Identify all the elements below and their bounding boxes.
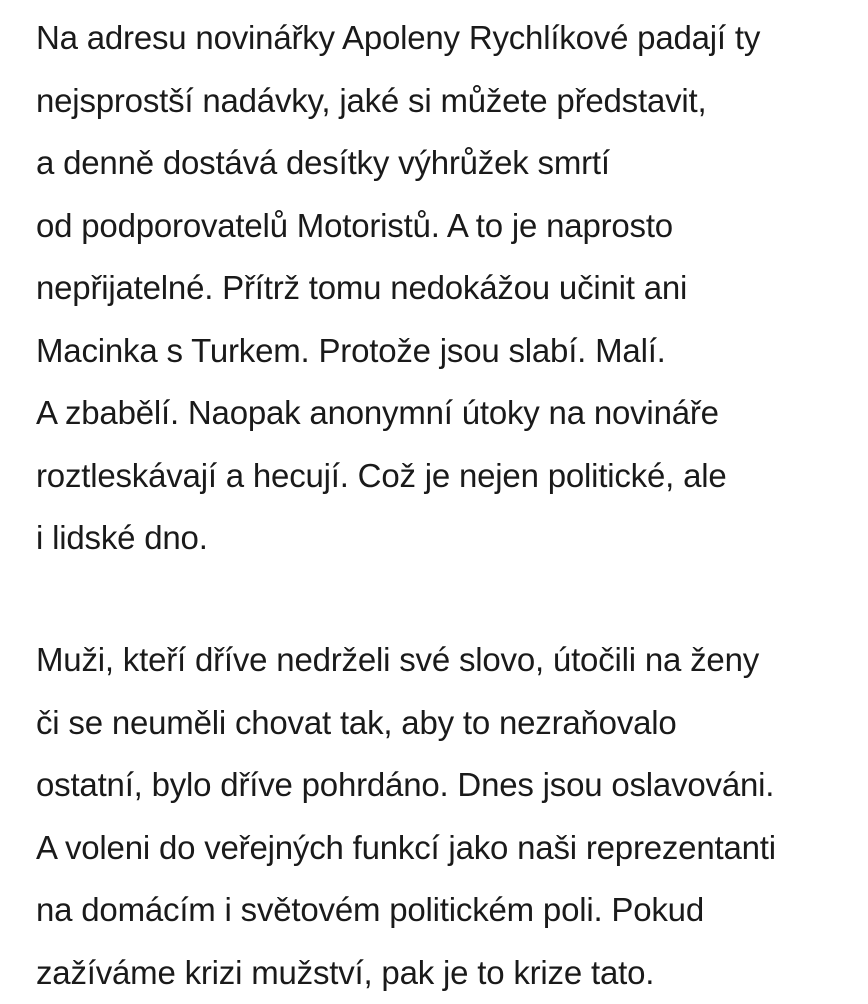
paragraph-1 <box>36 7 760 570</box>
text-line: od podporovatelů Motoristů. A to je naprosto <box>36 195 760 258</box>
text-line: ostatní, bylo dříve pohrdáno. Dnes jsou oslavováni. <box>36 754 776 817</box>
text-line: či se neuměli chovat tak, aby to nezraňovalo <box>36 692 776 755</box>
text-line: nejsprostší nadávky, jaké si můžete představit, <box>36 70 760 133</box>
text-line: Na adresu novinářky Apoleny Rychlíkové padají ty <box>36 7 760 70</box>
text-line: i lidské dno. <box>36 507 760 570</box>
text-line: Macinka s Turkem. Protože jsou slabí. Malí. <box>36 320 760 383</box>
text-line: A voleni do veřejných funkcí jako naši reprezentanti <box>36 817 776 880</box>
paragraph-2 <box>36 629 776 1004</box>
text-line: A zbabělí. Naopak anonymní útoky na novináře <box>36 382 760 445</box>
text-line: na domácím i světovém politickém poli. Pokud <box>36 879 776 942</box>
text-line: Muži, kteří dříve nedrželi své slovo, útočili na ženy <box>36 629 776 692</box>
text-line: nepřijatelné. Přítrž tomu nedokážou učinit ani <box>36 257 760 320</box>
text-line: a denně dostává desítky výhrůžek smrtí <box>36 132 760 195</box>
text-line: zažíváme krizi mužství, pak je to krize tato. <box>36 942 776 1004</box>
text-line: roztleskávají a hecují. Což je nejen politické, ale <box>36 445 760 508</box>
